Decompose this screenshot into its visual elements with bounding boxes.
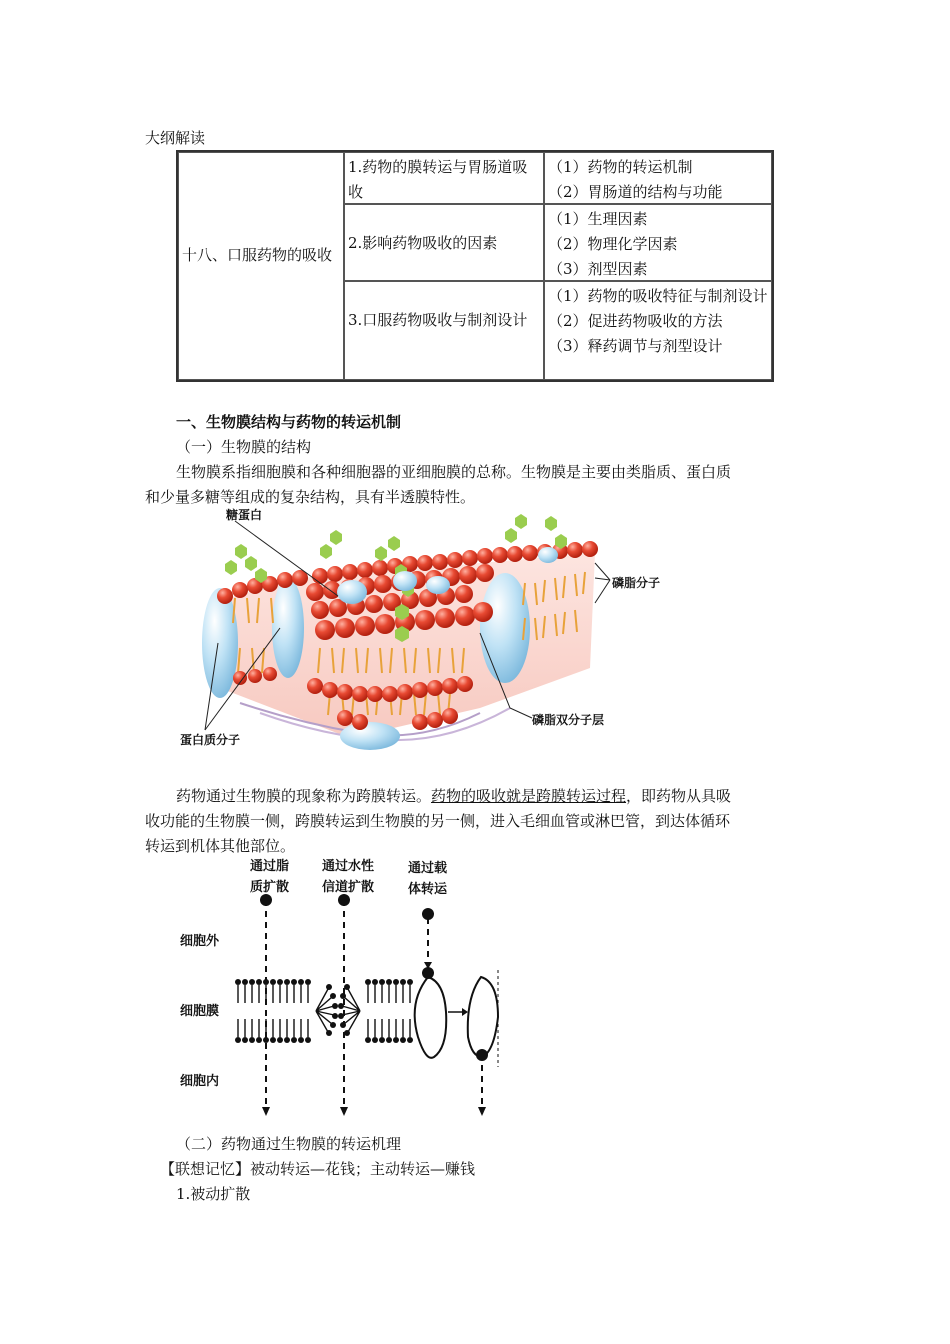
subsection-title: （一）生物膜的结构 xyxy=(176,438,312,456)
arrow-head xyxy=(262,1107,270,1116)
bottom-protein xyxy=(340,722,400,750)
transport-figure xyxy=(176,852,516,1122)
unit-3-title-cell xyxy=(344,281,544,380)
label-bilayer: 磷脂双分子层 xyxy=(532,713,605,727)
unit-3-title: 3.口服药物吸收与制剂设计 xyxy=(348,311,528,329)
outline-table xyxy=(176,150,774,382)
label-lipid-diffusion: 质扩散 xyxy=(250,880,290,895)
paragraph-line: 和少量多糖等组成的复杂结构，具有半透膜特性。 xyxy=(145,488,476,506)
subsection-title: （二）药物通过生物膜的转运机理 xyxy=(176,1135,402,1153)
membrane-illustration xyxy=(180,508,680,768)
lipid-heads-upper xyxy=(235,979,413,985)
section-heading: 大纲解读 xyxy=(145,129,206,147)
text-run: ，即药物从具吸 xyxy=(626,787,732,805)
cell-membrane-figure xyxy=(180,508,680,768)
unit-1-point: （2）胃肠道的结构与功能 xyxy=(548,183,723,201)
carrier-protein-2 xyxy=(468,977,498,1057)
unit-1-point: （1）药物的转运机制 xyxy=(548,158,693,176)
paragraph-line: 生物膜系指细胞膜和各种细胞器的亚细胞膜的总称。生物膜是主要由类脂质、蛋白质 xyxy=(176,463,732,481)
label-protein: 蛋白质分子 xyxy=(180,733,241,747)
label-cell-membrane: 细胞膜 xyxy=(180,1004,220,1019)
unit-2-title-cell xyxy=(344,204,544,281)
side-protein xyxy=(202,588,238,698)
underlined-text: 药物的吸收就是跨膜转运过程 xyxy=(431,787,627,805)
label-aqueous-channel: 信道扩散 xyxy=(322,880,375,895)
paragraph-line: 收功能的生物膜一侧，跨膜转运到生物膜的另一侧，进入毛细血管或淋巴管，到达体循环 xyxy=(145,812,731,830)
arrow-start-dot xyxy=(422,908,434,920)
section-title: 一、生物膜结构与药物的转运机制 xyxy=(176,413,402,431)
label-lipid-diffusion: 通过脂 xyxy=(250,859,290,874)
arrow-head xyxy=(340,1107,348,1116)
arrow-start-dot xyxy=(338,894,350,906)
unit-2-title: 2.影响药物吸收的因素 xyxy=(348,234,498,252)
label-phospholipid: 磷脂分子 xyxy=(612,576,661,590)
side-protein xyxy=(272,578,304,678)
lipid-heads-lower xyxy=(235,1037,413,1043)
unit-3-points-cell xyxy=(544,281,772,380)
chapter-cell xyxy=(178,152,344,380)
unit-1-title: 1.药物的膜转运与胃肠道吸收 xyxy=(348,158,528,201)
unit-1-title-cell xyxy=(344,152,544,204)
drug-particle xyxy=(476,1049,488,1061)
memory-tip: 【联想记忆】被动转运—花钱；主动转运—赚钱 xyxy=(160,1160,476,1178)
label-aqueous-channel: 通过水性 xyxy=(322,859,375,874)
label-carrier-transport: 体转运 xyxy=(408,882,448,897)
arrow-start-dot xyxy=(260,894,272,906)
unit-3-point: （1）药物的吸收特征与制剂设计 xyxy=(548,287,768,305)
text-run: 药物通过生物膜的现象称为跨膜转运。 xyxy=(176,787,432,805)
unit-2-points-cell xyxy=(544,204,772,281)
label-outside-cell: 细胞外 xyxy=(180,934,220,949)
unit-2-point: （2）物理化学因素 xyxy=(548,235,678,253)
arrow-head xyxy=(478,1107,486,1116)
unit-2-point: （1）生理因素 xyxy=(548,210,648,228)
carrier-protein-1 xyxy=(415,977,447,1058)
chapter-title: 十八、口服药物的吸收 xyxy=(182,246,333,264)
list-item: 1.被动扩散 xyxy=(176,1185,251,1203)
label-glycoprotein: 糖蛋白 xyxy=(226,508,263,522)
channel-protein xyxy=(480,573,530,683)
label-carrier-transport: 通过载 xyxy=(408,861,448,876)
paragraph-line: 转运到机体其他部位。 xyxy=(145,837,296,855)
label-inside-cell: 细胞内 xyxy=(180,1074,220,1089)
unit-2-point: （3）剂型因素 xyxy=(548,260,648,278)
unit-1-points-cell xyxy=(544,152,772,204)
unit-3-point: （2）促进药物吸收的方法 xyxy=(548,312,723,330)
unit-3-point: （3）释药调节与剂型设计 xyxy=(548,337,723,355)
paragraph-line xyxy=(176,784,731,808)
